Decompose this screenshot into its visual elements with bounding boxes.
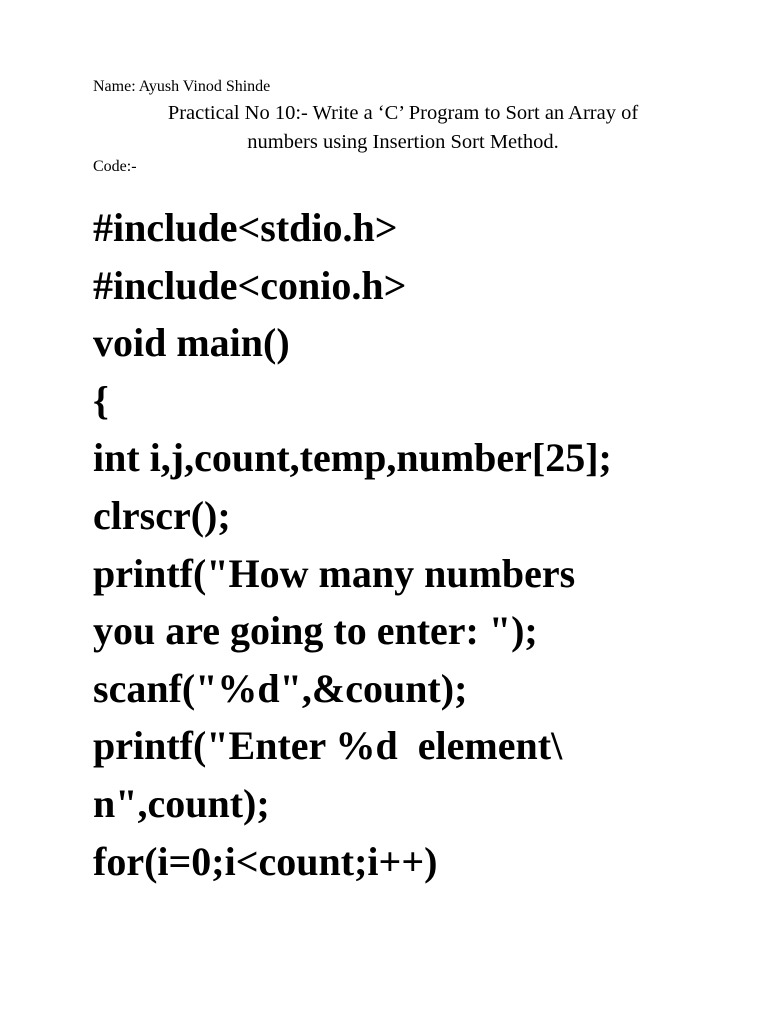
author-name-line: Name: Ayush Vinod Shinde xyxy=(93,78,271,95)
code-line: for(i=0;i<count;i++) xyxy=(93,838,438,884)
code-line: #include<stdio.h> xyxy=(93,205,398,250)
practical-title xyxy=(93,99,713,157)
code-label: Code:- xyxy=(93,158,137,175)
code-line: you are going to enter: "); xyxy=(93,608,538,654)
code-line: void main() xyxy=(93,320,290,366)
code-line: scanf("%d",&count); xyxy=(93,665,468,711)
code-line: int i,j,count,temp,number[25]; xyxy=(93,435,612,481)
code-line: { xyxy=(93,377,109,423)
practical-title-line-1: Practical No 10:- Write a ‘C’ Program to Sort an Array of xyxy=(167,102,639,124)
code-block xyxy=(93,199,733,890)
code-line: clrscr(); xyxy=(93,492,231,538)
code-line: n",count); xyxy=(93,780,270,826)
code-line: #include<conio.h> xyxy=(93,262,407,308)
practical-title-line-2: numbers using Insertion Sort Method. xyxy=(247,131,559,153)
code-line: printf("Enter %d element\ xyxy=(93,723,563,769)
code-line: printf("How many numbers xyxy=(93,550,576,596)
